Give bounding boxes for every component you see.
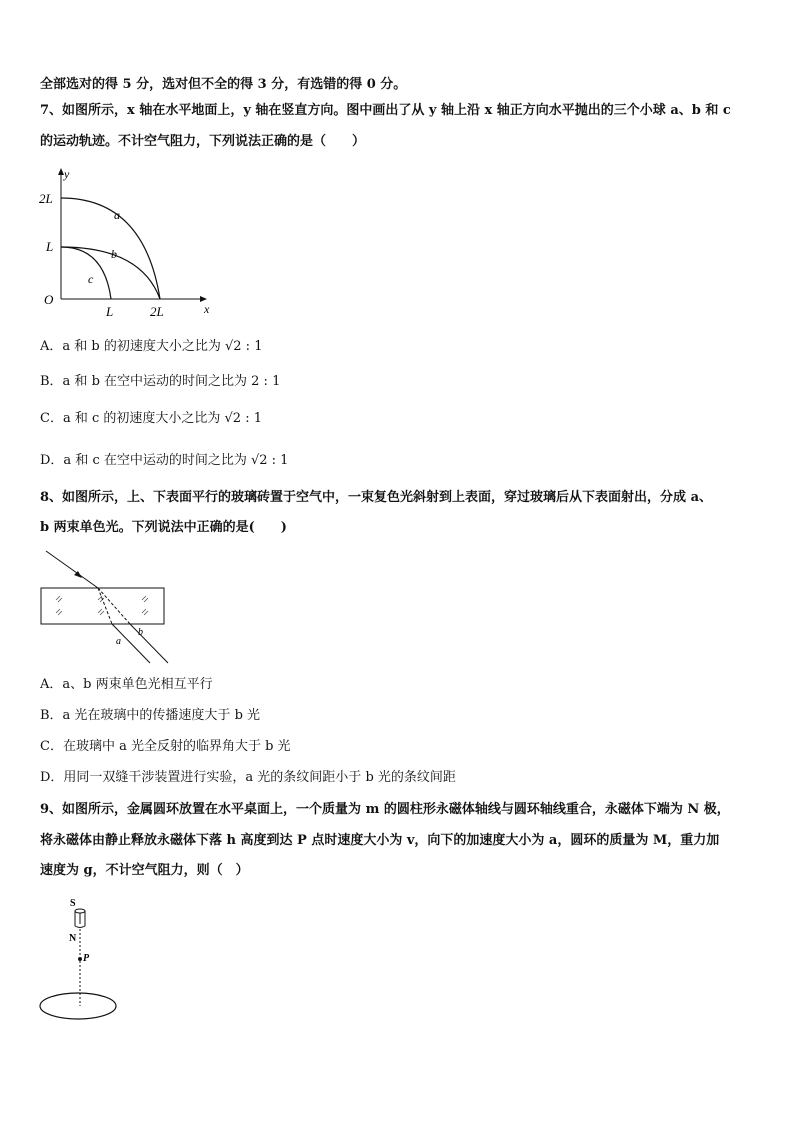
q9-magnet-ring-figure	[36, 893, 126, 1028]
q8-incident-ray	[46, 551, 98, 588]
q8-label-b: b	[138, 627, 143, 638]
q9-metal-ring	[40, 993, 116, 1019]
q8-option-c: C．在玻璃中 a 光全反射的临界角大于 b 光	[40, 739, 291, 754]
q7-label-y-2L: 2L	[39, 191, 53, 206]
q9-magnet-top	[75, 909, 85, 913]
q7-option-d: D．a 和 c 在空中运动的时间之比为 √2 : 1	[40, 453, 289, 468]
q8-inner-ray-a	[98, 588, 112, 624]
q7-label-x-2L: 2L	[150, 304, 164, 319]
q7-curve-c	[61, 247, 111, 299]
q7-trajectory-figure	[36, 165, 216, 320]
q7-label-y: y	[64, 167, 70, 181]
q8-glass-slab-figure	[38, 545, 178, 670]
q7-option-b: B．a 和 b 在空中运动的时间之比为 2 : 1	[40, 374, 281, 389]
q9-label-p: P	[83, 953, 90, 964]
q8-option-d: D．用同一双缝干涉装置进行实验，a 光的条纹间距小于 b 光的条纹间距	[40, 770, 456, 785]
q7-label-curve-a: a	[114, 208, 120, 222]
q8-option-b: B．a 光在玻璃中的传播速度大于 b 光	[40, 708, 261, 723]
q8-label-a: a	[116, 636, 121, 647]
q7-label-x-L: L	[106, 304, 114, 319]
q7-option-a: A．a 和 b 的初速度大小之比为 √2 : 1	[40, 339, 263, 354]
q9-magnet-bottom	[75, 926, 85, 928]
q7-label-origin: O	[44, 292, 54, 307]
q7-label-x: x	[204, 302, 210, 316]
q9-stem-line3: 速度为 g，不计空气阻力，则（ ）	[40, 863, 249, 878]
q8-inner-ray-b	[98, 588, 130, 624]
q8-stem-line1: 8、如图所示，上、下表面平行的玻璃砖置于空气中，一束复色光斜射到上表面，穿过玻璃后从下表面射出，分成 a、	[40, 490, 712, 505]
q8-option-a: A．a、b 两束单色光相互平行	[40, 677, 213, 692]
q7-stem-line2: 的运动轨迹。不计空气阻力，下列说法正确的是（ ）	[40, 134, 366, 149]
q9-label-n: N	[69, 933, 77, 944]
q8-ray-b	[130, 624, 168, 663]
scoring-note: 全部选对的得 5 分，选对但不全的得 3 分，有选错的得 0 分。	[40, 77, 407, 92]
q9-stem-line2: 将永磁体由静止释放永磁体下落 h 高度到达 P 点时速度大小为 v，向下的加速度大小为 a，圆环的质量为 M，重力加	[40, 833, 720, 848]
q8-stem-line2: b 两束单色光。下列说法中正确的是( )	[40, 520, 287, 535]
q7-option-c: C．a 和 c 的初速度大小之比为 √2 : 1	[40, 411, 262, 426]
q7-label-y-L: L	[46, 239, 54, 254]
q7-label-curve-c: c	[88, 272, 94, 286]
q9-point-p	[78, 957, 82, 961]
q7-label-curve-b: b	[111, 247, 117, 261]
q9-stem-line1: 9、如图所示，金属圆环放置在水平桌面上，一个质量为 m 的圆柱形永磁体轴线与圆环轴线重合，永磁体下端为 N 极，	[40, 802, 730, 817]
q7-stem-line1: 7、如图所示，x 轴在水平地面上，y 轴在竖直方向。图中画出了从 y 轴上沿 x 轴正方向水平抛出的三个小球 a、b 和 c	[40, 103, 731, 118]
q9-label-s: S	[70, 898, 76, 909]
